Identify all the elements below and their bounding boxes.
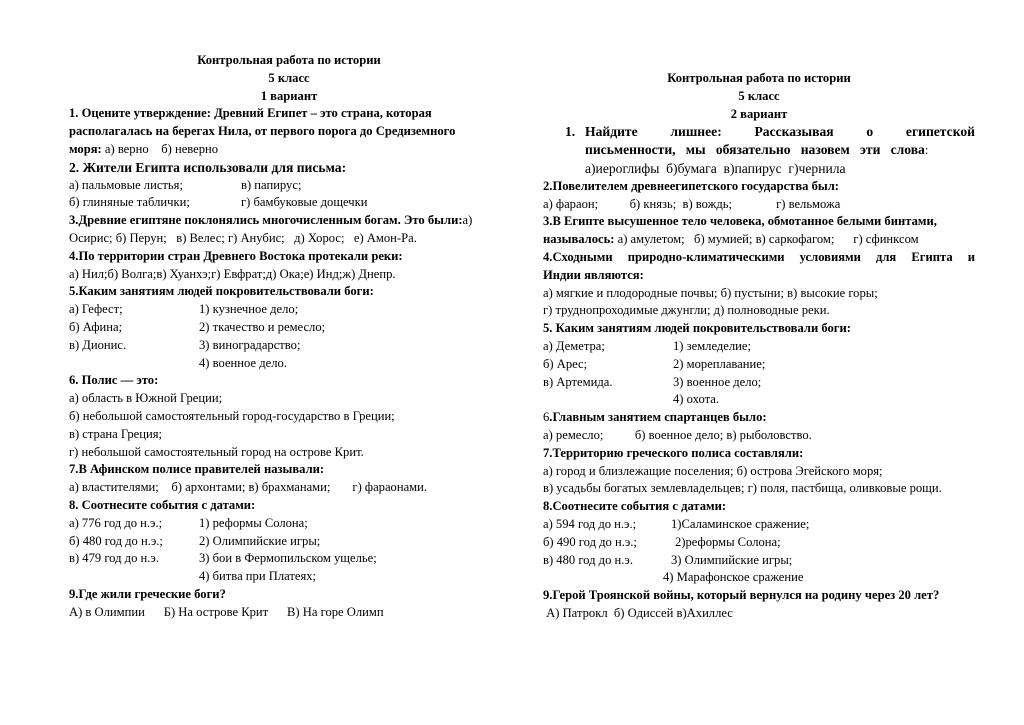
v2-q8-event: 3) Олимпийские игры;	[671, 552, 793, 567]
v2-q1-word: Рассказывая	[754, 124, 834, 140]
v2-q6-text: .Главным занятием спартанцев было:	[549, 410, 767, 425]
variant-2-title: Контрольная работа по истории	[667, 71, 851, 85]
v2-q5-god: в) Артемида.	[543, 374, 613, 389]
v1-question-4	[69, 248, 509, 284]
v1-question-2	[69, 159, 509, 212]
v2-question-1	[565, 123, 975, 177]
v1-q1-options: а) верно б) неверно	[101, 141, 219, 156]
v2-q8-row	[543, 552, 975, 570]
v1-question-3	[69, 212, 509, 248]
v1-q8-date: б) 480 год до н.э.;	[69, 533, 163, 548]
v2-q3-line1: 3.В Египте высушенное тело человека, обмотанное белыми бинтами,	[543, 214, 937, 229]
v2-q1-line2-text: письменности, мы обязательно назовем эти слова	[585, 142, 925, 158]
v2-q2-answers: а) фараон; б) князь; в) вождь; г) вельможа	[543, 196, 841, 211]
v2-q8-date: б) 490 год до н.э.;	[543, 534, 637, 549]
v1-q5-row	[69, 337, 509, 355]
v1-q8-row	[69, 515, 509, 533]
v1-q8-event: 4) битва при Платеях;	[199, 569, 317, 584]
v2-question-4	[543, 249, 975, 320]
v2-q7-text: 7.Территорию греческого полиса составляли:	[543, 445, 804, 460]
v1-question-6	[69, 372, 509, 461]
v2-q5-occupation: 2) мореплавание;	[673, 356, 766, 371]
v1-q8-event: 3) бои в Фермопильском ущелье;	[199, 551, 377, 566]
v1-q8-row	[69, 568, 509, 586]
v2-q5-occupation: 3) военное дело;	[673, 374, 762, 389]
v1-q1-line: 1. Оцените утверждение: Древний Египет – это страна, которая	[69, 106, 432, 121]
v1-q6-option-a: а) область в Южной Греции;	[69, 391, 223, 406]
v1-q5-occupation: 2) ткачество и ремесло;	[199, 319, 326, 334]
v2-q8-event: 1)Саламинское сражение;	[671, 516, 810, 531]
v2-question-2	[543, 178, 975, 214]
v2-q7-option-b: в) усадьбы богатых землевладельцев; г) поля, пастбища, оливковые рощи.	[543, 481, 942, 496]
v1-q2-text: 2. Жители Египта использовали для письма:	[69, 159, 347, 175]
variant-1-title: Контрольная работа по истории	[197, 53, 381, 67]
v2-q4-line1: 4.Сходными природно-климатическими условиями для Египта и	[543, 249, 975, 264]
v2-q1-answers: а)иероглифы б)бумага в)папирус г)чернила	[585, 160, 846, 176]
v1-q5-text: 5.Каким занятиям людей покровительствовали боги:	[69, 284, 374, 299]
v1-q6-option-c: в) страна Греция;	[69, 426, 163, 441]
v1-q5-occupation: 4) военное дело.	[199, 355, 287, 370]
variant-2-column	[543, 70, 975, 623]
v1-q7-text: 7.В Афинском полисе правителей называли:	[69, 462, 325, 477]
v2-q1-word: египетской	[905, 124, 975, 140]
v2-q6-line	[543, 409, 975, 427]
v1-q5-occupation: 1) кузнечное дело;	[199, 302, 299, 317]
v1-q1-tail: моря:	[69, 141, 102, 156]
variant-2-grade: 5 класс	[738, 88, 780, 103]
variant-1-column	[69, 52, 509, 622]
v2-q4-line2: Индии являются:	[543, 267, 644, 282]
v2-q8-row	[543, 516, 975, 534]
v2-question-8	[543, 498, 975, 587]
v1-q2-row	[69, 177, 509, 195]
v2-q5-row	[543, 391, 975, 409]
v2-q1-body	[585, 123, 975, 177]
v1-q8-row	[69, 533, 509, 551]
v2-question-5	[543, 320, 975, 409]
v2-q8-row	[543, 569, 975, 587]
v2-q5-row	[543, 356, 975, 374]
v1-q8-date: а) 776 год до н.э.;	[69, 515, 163, 530]
variant-1-number: 1 вариант	[260, 88, 318, 103]
v2-q8-date: в) 480 год до н.э.	[543, 552, 633, 567]
v1-q5-row	[69, 301, 509, 319]
v2-q1-word: Найдите	[585, 124, 638, 140]
v1-q2-option-b: в) папирус;	[241, 177, 302, 192]
v1-q5-row	[69, 355, 509, 373]
v2-question-3	[543, 213, 975, 249]
variant-1-grade: 5 класс	[268, 70, 310, 85]
v2-q1-line2	[585, 141, 975, 160]
v2-q5-god: б) Арес;	[543, 356, 588, 371]
v1-q9-answers: А) в Олимпии Б) На острове Крит В) На горе Олимп	[69, 604, 384, 619]
v1-q5-occupation: 3) виноградарство;	[199, 337, 301, 352]
v2-q6-answers: а) ремесло; б) военное дело; в) рыболовство.	[543, 427, 812, 442]
v2-q8-row	[543, 534, 975, 552]
v1-q3-text: 3.Древние египтяне поклонялись многочисленным богам. Это были:	[69, 213, 463, 228]
v1-q4-answers: а) Нил;б) Волга;в) Хуанхэ;г) Евфрат;д) Ока;е) Инд;ж) Днепр.	[69, 266, 396, 281]
v2-question-6	[543, 409, 975, 445]
v1-q2-option-a: а) пальмовые листья;	[69, 177, 183, 192]
v1-q3-tail: а)	[462, 213, 473, 228]
v1-q3-answers: Осирис; б) Перун; в) Велес; г) Анубис; д) Хорос; е) Амон-Ра.	[69, 230, 417, 245]
v2-q3-options: а) амулетом; б) мумией; в) саркофагом; г) сфинксом	[614, 232, 919, 247]
v2-q5-occupation: 1) земледелие;	[673, 338, 751, 353]
v2-q1-word: о	[866, 124, 874, 140]
v1-q2-option-c: б) глиняные таблички;	[69, 195, 190, 210]
v2-q1-line2-colon: :	[924, 143, 929, 158]
v2-q5-row	[543, 338, 975, 356]
v2-q3-term: называлось:	[543, 232, 615, 247]
v1-q2-option-d: г) бамбуковые дощечки	[241, 195, 368, 210]
v2-q4-option-a: а) мягкие и плодородные почвы; б) пустыни; в) высокие горы;	[543, 285, 878, 300]
v1-q8-text: 8. Соотнесите события с датами:	[69, 497, 256, 512]
v2-q5-god: а) Деметра;	[543, 338, 605, 353]
v2-q4-option-b: г) труднопроходимые джунгли; д) полноводные реки.	[543, 303, 830, 318]
v1-q8-event: 1) реформы Солона;	[199, 515, 308, 530]
v2-q8-event: 4) Марафонское сражение	[663, 570, 804, 585]
v2-q7-option-a: а) город и близлежащие поселения; б) острова Эгейского моря;	[543, 463, 883, 478]
v2-question-7	[543, 445, 975, 498]
v1-q5-row	[69, 319, 509, 337]
v2-q2-text: 2.Повелителем древнеегипетского государства был:	[543, 178, 839, 193]
v1-q5-god: б) Афина;	[69, 319, 123, 334]
v2-q1-line1	[585, 123, 975, 141]
v1-q7-answers: а) властителями; б) архонтами; в) брахманами; г) фараонами.	[69, 480, 428, 495]
v1-q1-line: располагалась на берегах Нила, от первого порога до Средиземного	[69, 124, 456, 139]
v1-q8-event: 2) Олимпийские игры;	[199, 533, 321, 548]
v2-q1-number: 1.	[565, 124, 576, 140]
v2-q5-row	[543, 374, 975, 392]
v2-q5-text: 5. Каким занятиям людей покровительствовали боги:	[543, 321, 851, 336]
v1-q9-text: 9.Где жили греческие боги?	[69, 586, 226, 601]
v2-q6-number: 6	[543, 410, 550, 425]
v1-question-8	[69, 497, 509, 586]
v2-q8-text: 8.Соотнесите события с датами:	[543, 499, 727, 514]
v2-question-9	[543, 587, 975, 623]
v2-q8-event: 2)реформы Солона;	[675, 534, 781, 549]
v1-question-9	[69, 586, 509, 622]
v2-q8-date: а) 594 год до н.э.;	[543, 516, 637, 531]
v1-q8-date: в) 479 год до н.э.	[69, 551, 159, 566]
v1-q3-line	[69, 212, 509, 230]
v1-q5-god: в) Дионис.	[69, 337, 127, 352]
variant-2-number: 2 вариант	[730, 106, 788, 121]
v2-q1-word: лишнее:	[670, 124, 722, 140]
v1-q8-row	[69, 550, 509, 568]
v2-q9-answers: А) Патрокл б) Одиссей в)Ахиллес	[543, 605, 733, 620]
v2-q9-text: 9.Герой Троянской войны, который вернулся на родину через 20 лет?	[543, 588, 940, 603]
v1-q5-god: а) Гефест;	[69, 302, 123, 317]
v1-question-7	[69, 461, 509, 497]
v1-q1-answers	[69, 141, 509, 159]
v1-q4-text: 4.По территории стран Древнего Востока протекали реки:	[69, 248, 403, 263]
v1-question-5	[69, 283, 509, 372]
v1-q6-option-d: г) небольшой самостоятельный город на острове Крит.	[69, 444, 364, 459]
v2-q3-line2	[543, 231, 975, 249]
v1-q6-text: 6. Полис — это:	[69, 373, 159, 388]
v2-q5-occupation: 4) охота.	[673, 392, 719, 407]
v1-q2-row	[69, 194, 509, 212]
v1-question-1	[69, 105, 509, 158]
v1-q6-option-b: б) небольшой самостоятельный город-государство в Греции;	[69, 408, 395, 423]
